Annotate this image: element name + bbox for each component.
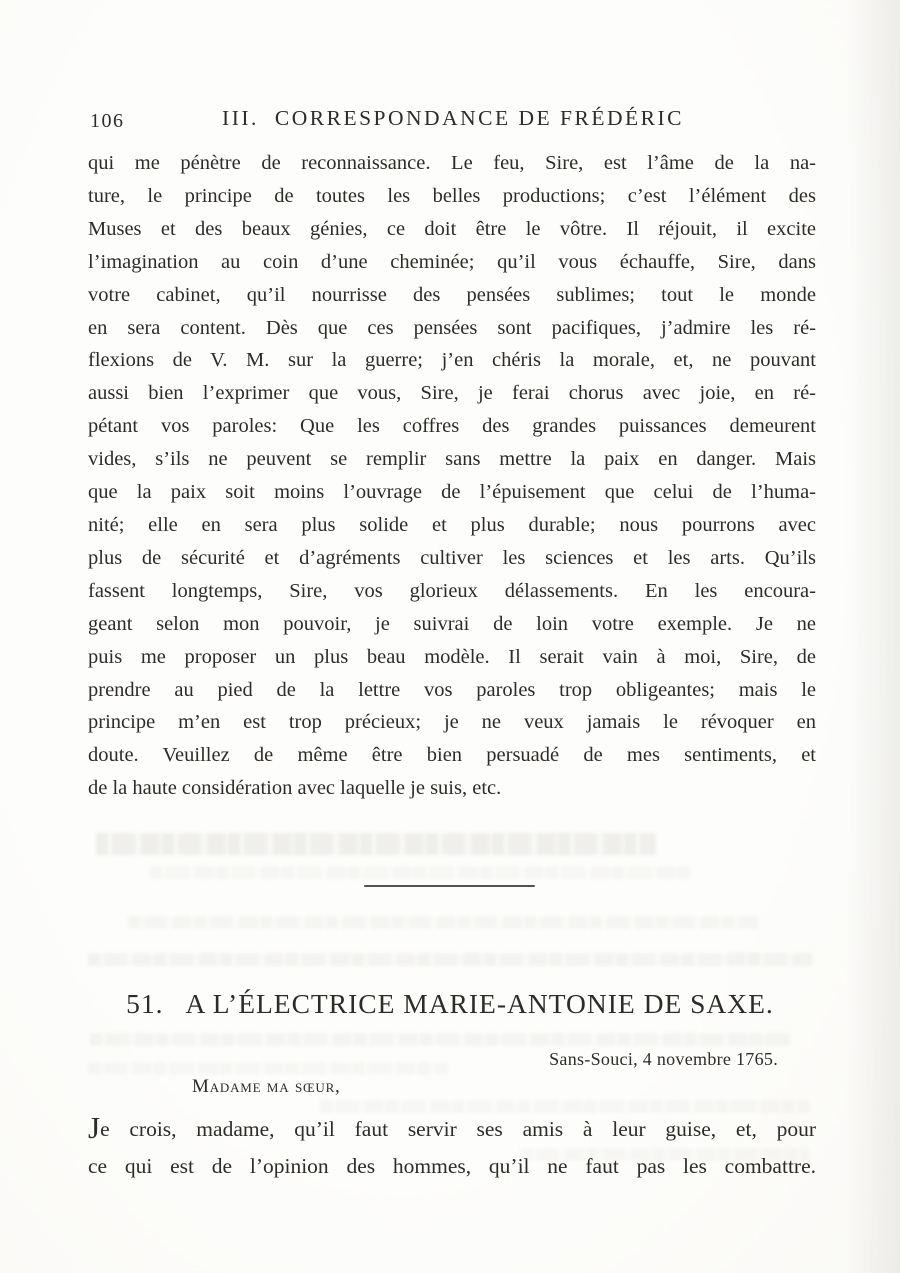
- page-header: [88, 106, 818, 136]
- drop-initial: J: [88, 1109, 101, 1145]
- running-title: [88, 106, 818, 131]
- running-title-text: CORRESPONDANCE DE FRÉDÉRIC: [274, 106, 684, 130]
- text-line: aussi bien l’exprimer que vous, Sire, je ferai chorus avec joie, en ré-: [88, 382, 816, 405]
- text-line: ce qui est de l’opinion des hommes, qu’il ne faut pas les combattre.: [88, 1154, 816, 1178]
- bleed-through-ghost: [88, 1062, 448, 1075]
- text-line: puis me proposer un plus beau modèle. Il serait vain à moi, Sire, de: [88, 645, 816, 668]
- text-line: l’imagination au coin d’une cheminée; qu’il vous échauffe, Sire, dans: [88, 250, 816, 273]
- section-divider-rule: [364, 885, 535, 887]
- text-line: Muses et des beaux génies, ce doit être le vôtre. Il réjouit, il excite: [88, 217, 816, 240]
- text-line: pétant vos paroles: Que les coffres des grandes puissances demeurent: [88, 415, 816, 438]
- letter-conclusion-paragraph: [88, 147, 816, 805]
- opening-line-1: e crois, madame, qu’il faut servir ses amis à leur guise, et, pour: [100, 1117, 816, 1141]
- text-line: qui me pénètre de reconnaissance. Le feu, Sire, est l’âme de la na-: [88, 152, 816, 174]
- bleed-through-ghost: [128, 916, 758, 929]
- bleed-through-ghost: [96, 833, 656, 855]
- text-line: [88, 1111, 816, 1148]
- text-line: flexions de V. M. sur la guerre; j’en chéris la morale, et, ne pouvant: [88, 349, 816, 372]
- text-line: doute. Veuillez de même être bien persuadé de mes sentiments, et: [88, 744, 816, 767]
- text-line: geant selon mon pouvoir, je suivrai de loin votre exemple. Je ne: [88, 612, 816, 635]
- text-line: que la paix soit moins l’ouvrage de l’épuisement que celui de l’huma-: [88, 481, 816, 504]
- text-line: prendre au pied de la lettre vos paroles trop obligeantes; mais le: [88, 678, 816, 701]
- dateline: Sans-Souci, 4 novembre 1765.: [549, 1049, 778, 1069]
- bleed-through-ghost: [88, 953, 814, 966]
- page-number: 106: [90, 110, 125, 132]
- bleed-through-ghost: [150, 866, 690, 879]
- text-line: votre cabinet, qu’il nourrisse des pensées sublimes; tout le monde: [88, 283, 816, 306]
- letter-number: 51.: [126, 988, 164, 1019]
- letter-title: A L’ÉLECTRICE MARIE-ANTONIE DE SAXE.: [185, 988, 774, 1019]
- salutation: Madame ma sœur,: [192, 1076, 341, 1097]
- text-line: fassent longtemps, Sire, vos glorieux délassements. En les encoura-: [88, 579, 816, 602]
- text-line: principe m’en est trop précieux; je ne veux jamais le révoquer en: [88, 711, 816, 734]
- text-line: de la haute considération avec laquelle je suis, etc.: [88, 777, 502, 800]
- letter-opening-paragraph: [88, 1111, 816, 1185]
- text-line: plus de sécurité et d’agréments cultiver les sciences et les arts. Qu’ils: [88, 546, 816, 569]
- bleed-through-ghost: [90, 1033, 790, 1046]
- running-title-volume-numeral: III.: [222, 106, 259, 130]
- text-line: ture, le principe de toutes les belles productions; c’est l’élément des: [88, 184, 816, 207]
- letter-heading: [60, 988, 840, 1020]
- text-line: nité; elle en sera plus solide et plus durable; nous pourrons avec: [88, 513, 816, 536]
- text-line: vides, s’ils ne peuvent se remplir sans mettre la paix en danger. Mais: [88, 448, 816, 471]
- text-line: en sera content. Dès que ces pensées sont pacifiques, j’admire les ré-: [88, 316, 816, 339]
